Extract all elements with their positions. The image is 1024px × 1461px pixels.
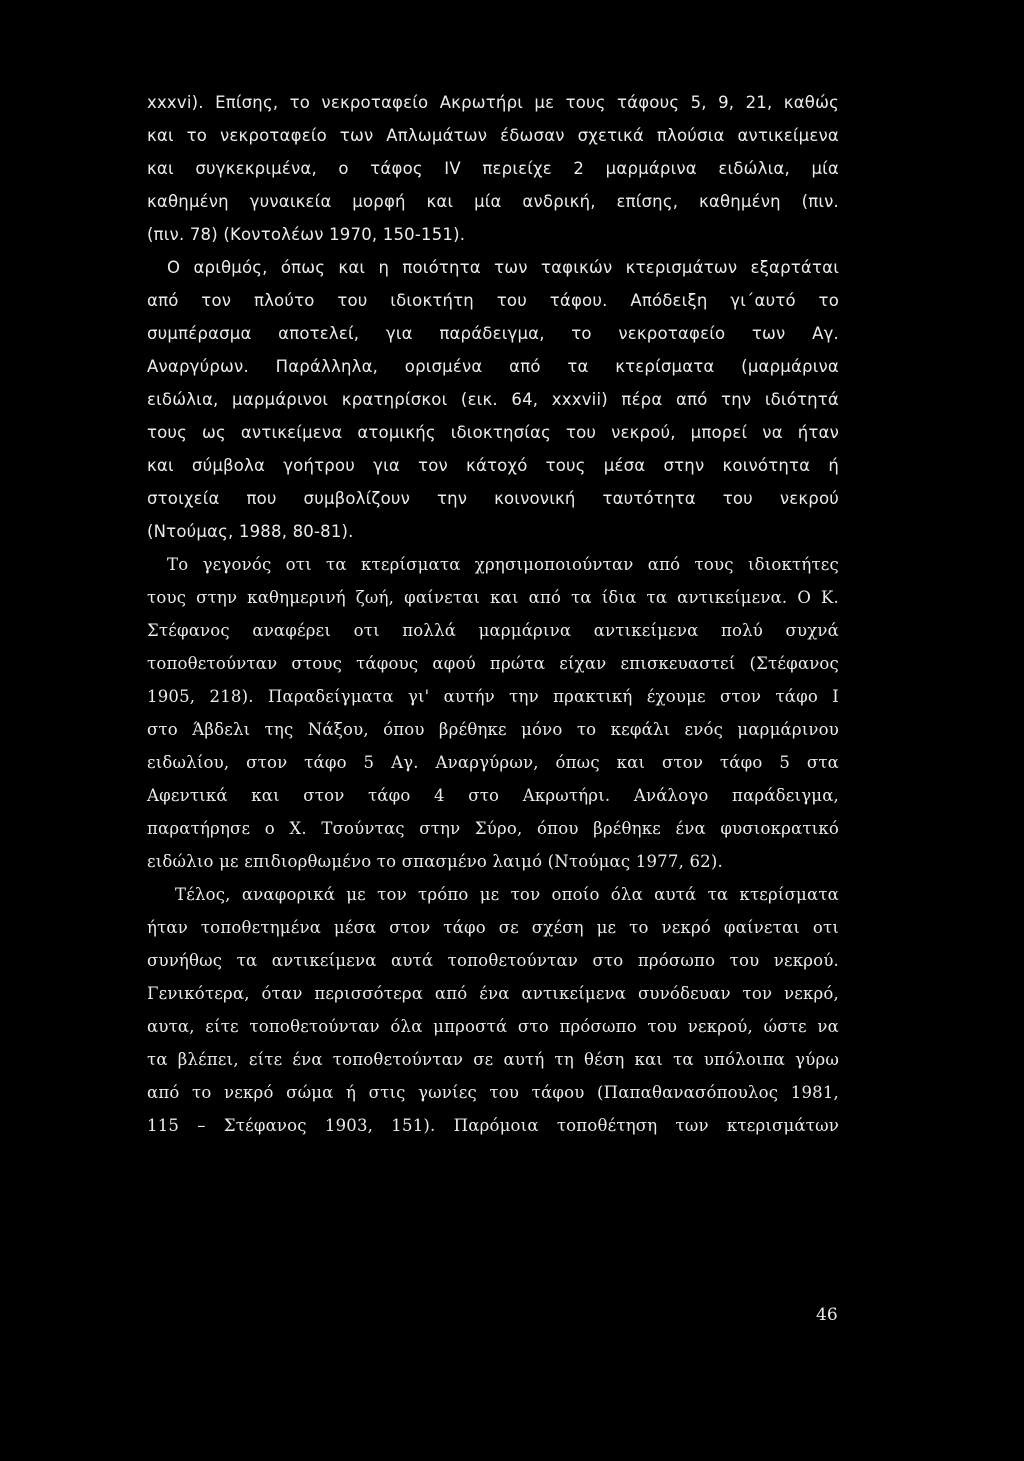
text-line: Ο αριθμός, όπως και η ποιότητα των ταφικών κτερισμάτων εξαρτάται [167,258,839,277]
text-line: τοποθετούνταν στους τάφους αφού πρώτα είχαν επισκευαστεί (Στέφανος [147,654,839,673]
text-line: ειδωλίου, στον τάφο 5 Αγ. Αναργύρων, όπως και στον τάφο 5 στα [147,753,839,772]
text-line: και συγκεκριμένα, ο τάφος IV περιείχε 2 μαρμάρινα ειδώλια, μία [147,159,839,178]
text-line: συνήθως τα αντικείμενα αυτά τοποθετούνταν στο πρόσωπο του νεκρού. [147,951,839,970]
text-line: Στέφανος αναφέρει οτι πολλά μαρμάρινα αντικείμενα πολύ συχνά [147,621,839,640]
text-line: xxxvi). Επίσης, το νεκροταφείο Ακρωτήρι με τους τάφους 5, 9, 21, καθώς [147,93,839,112]
text-line: τους στην καθημερινή ζωή, φαίνεται και από τα ίδια τα αντικείμενα. Ο Κ. [147,588,839,607]
text-line: συμπέρασμα αποτελεί, για παράδειγμα, το νεκροταφείο των Αγ. [147,324,839,343]
text-line: (Ντούμας, 1988, 80-81). [147,522,354,541]
text-line: στοιχεία που συμβολίζουν την κοινονική ταυτότητα του νεκρού [147,489,839,508]
text-line: τα βλέπει, είτε ένα τοποθετούνταν σε αυτή τη θέση και τα υπόλοιπα γύρω [147,1050,839,1069]
text-line: καθημένη γυναικεία μορφή και μία ανδρική, επίσης, καθημένη (πιν. [147,192,839,211]
text-line: στο Άβδελι της Νάξου, όπου βρέθηκε μόνο το κεφάλι ενός μαρμάρινου [147,720,839,739]
text-line: ειδώλιο με επιδιορθωμένο το σπασμένο λαιμό (Ντούμας 1977, 62). [147,852,723,871]
text-line: ήταν τοποθετημένα μέσα στον τάφο σε σχέση με το νεκρό φαίνεται οτι [147,918,839,937]
text-line: από το νεκρό σώμα ή στις γωνίες του τάφου (Παπαθανασόπουλος 1981, [147,1083,839,1102]
text-line: αυτα, είτε τοποθετούνταν όλα μπροστά στο πρόσωπο του νεκρού, ώστε να [147,1017,839,1036]
text-line: Τέλος, αναφορικά με τον τρόπο με τον οποίο όλα αυτά τα κτερίσματα [175,885,839,904]
text-line: από τον πλούτο του ιδιοκτήτη του τάφου. Απόδειξη γι΄αυτό το [147,291,839,310]
text-line: ειδώλια, μαρμάρινοι κρατηρίσκοι (εικ. 64, xxxvii) πέρα από την ιδιότητά [147,390,839,409]
text-line: Αναργύρων. Παράλληλα, ορισμένα από τα κτερίσματα (μαρμάρινα [147,357,839,376]
body-text [147,86,839,1142]
text-line: και σύμβολα γοήτρου για τον κάτοχό τους μέσα στην κοινότητα ή [147,456,839,475]
text-line: Το γεγονός οτι τα κτερίσματα χρησιμοποιούνταν από τους ιδιοκτήτες [167,555,839,574]
text-line: 1905, 218). Παραδείγματα γι' αυτήν την πρακτική έχουμε στον τάφο Ι [147,687,839,706]
text-line: Αφεντικά και στον τάφο 4 στο Ακρωτήρι. Ανάλογο παράδειγμα, [147,786,839,805]
text-line: και το νεκροταφείο των Απλωμάτων έδωσαν σχετικά πλούσια αντικείμενα [147,126,839,145]
page-number: 46 [816,1305,838,1325]
text-line: 115 – Στέφανος 1903, 151). Παρόμοια τοποθέτηση των κτερισμάτων [147,1116,839,1135]
text-line: τους ως αντικείμενα ατομικής ιδιοκτησίας του νεκρού, μπορεί να ήταν [147,423,839,442]
text-line: Γενικότερα, όταν περισσότερα από ένα αντικείμενα συνόδευαν τον νεκρό, [147,984,839,1003]
text-line: (πιν. 78) (Κοντολέων 1970, 150-151). [147,225,466,244]
text-line: παρατήρησε ο Χ. Τσούντας στην Σύρο, όπου βρέθηκε ένα φυσιοκρατικό [147,819,839,838]
